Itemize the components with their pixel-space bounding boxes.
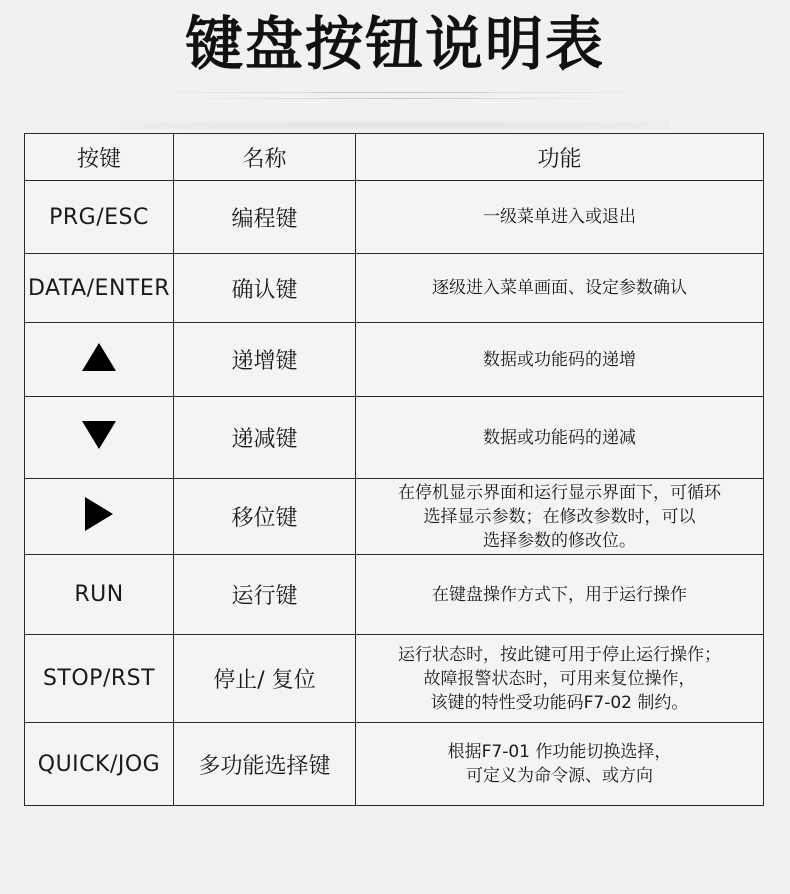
function-line: 选择显示参数；在修改参数时，可以 (423, 506, 696, 527)
table-row (25, 323, 764, 397)
function-cell (356, 397, 764, 479)
title-divider (140, 92, 660, 93)
function-line: 在键盘操作方式下，用于运行操作 (432, 584, 687, 605)
key-cell (25, 479, 174, 555)
function-line: 故障报警状态时，可用来复位操作， (423, 668, 696, 689)
function-line: 数据或功能码的递减 (483, 427, 636, 448)
table-row (25, 254, 764, 323)
function-cell (356, 323, 764, 397)
name-cell: 编程键 (174, 181, 356, 254)
key-description-table (24, 133, 764, 806)
triangle-right-icon (85, 497, 113, 531)
table-row (25, 397, 764, 479)
title-shadow (120, 120, 670, 130)
title-divider-secondary (180, 98, 620, 99)
header-function: 功能 (356, 134, 764, 181)
table-row (25, 181, 764, 254)
triangle-down-icon (82, 421, 116, 449)
key-cell: PRG/ESC (25, 181, 174, 254)
header-key: 按键 (25, 134, 174, 181)
table-header-row (25, 134, 764, 181)
function-line: 一级菜单进入或退出 (483, 207, 636, 227)
key-cell: QUICK/JOG (25, 723, 174, 806)
function-cell (356, 181, 764, 254)
function-cell (356, 723, 764, 806)
function-cell (356, 635, 764, 723)
name-cell: 递减键 (174, 397, 356, 479)
name-cell: 多功能选择键 (174, 723, 356, 806)
key-cell: STOP/RST (25, 635, 174, 723)
key-cell: RUN (25, 555, 174, 635)
name-cell: 移位键 (174, 479, 356, 555)
function-cell (356, 479, 764, 555)
function-line: 选择参数的修改位。 (483, 530, 636, 551)
name-cell: 确认键 (174, 254, 356, 323)
function-line: 逐级进入菜单画面、设定参数确认 (432, 278, 687, 298)
function-cell (356, 254, 764, 323)
table-row (25, 479, 764, 555)
name-cell: 停止/ 复位 (174, 635, 356, 723)
function-line: 根据F7-01 作功能切换选择， (447, 742, 672, 762)
function-line: 数据或功能码的递增 (483, 349, 636, 370)
table-row (25, 723, 764, 806)
header-name: 名称 (174, 134, 356, 181)
table-row (25, 635, 764, 723)
function-line: 该键的特性受功能码F7-02 制约。 (430, 692, 689, 713)
key-cell (25, 323, 174, 397)
table-row (25, 555, 764, 635)
triangle-up-icon (82, 343, 116, 371)
name-cell: 运行键 (174, 555, 356, 635)
function-cell (356, 555, 764, 635)
key-cell (25, 397, 174, 479)
function-line: 可定义为命令源、或方向 (466, 766, 653, 786)
key-cell: DATA/ENTER (25, 254, 174, 323)
function-line: 运行状态时，按此键可用于停止运行操作； (398, 644, 721, 665)
function-line: 在停机显示界面和运行显示界面下，可循环 (398, 482, 721, 503)
name-cell: 递增键 (174, 323, 356, 397)
page-title: 键盘按钮说明表 (184, 10, 605, 78)
